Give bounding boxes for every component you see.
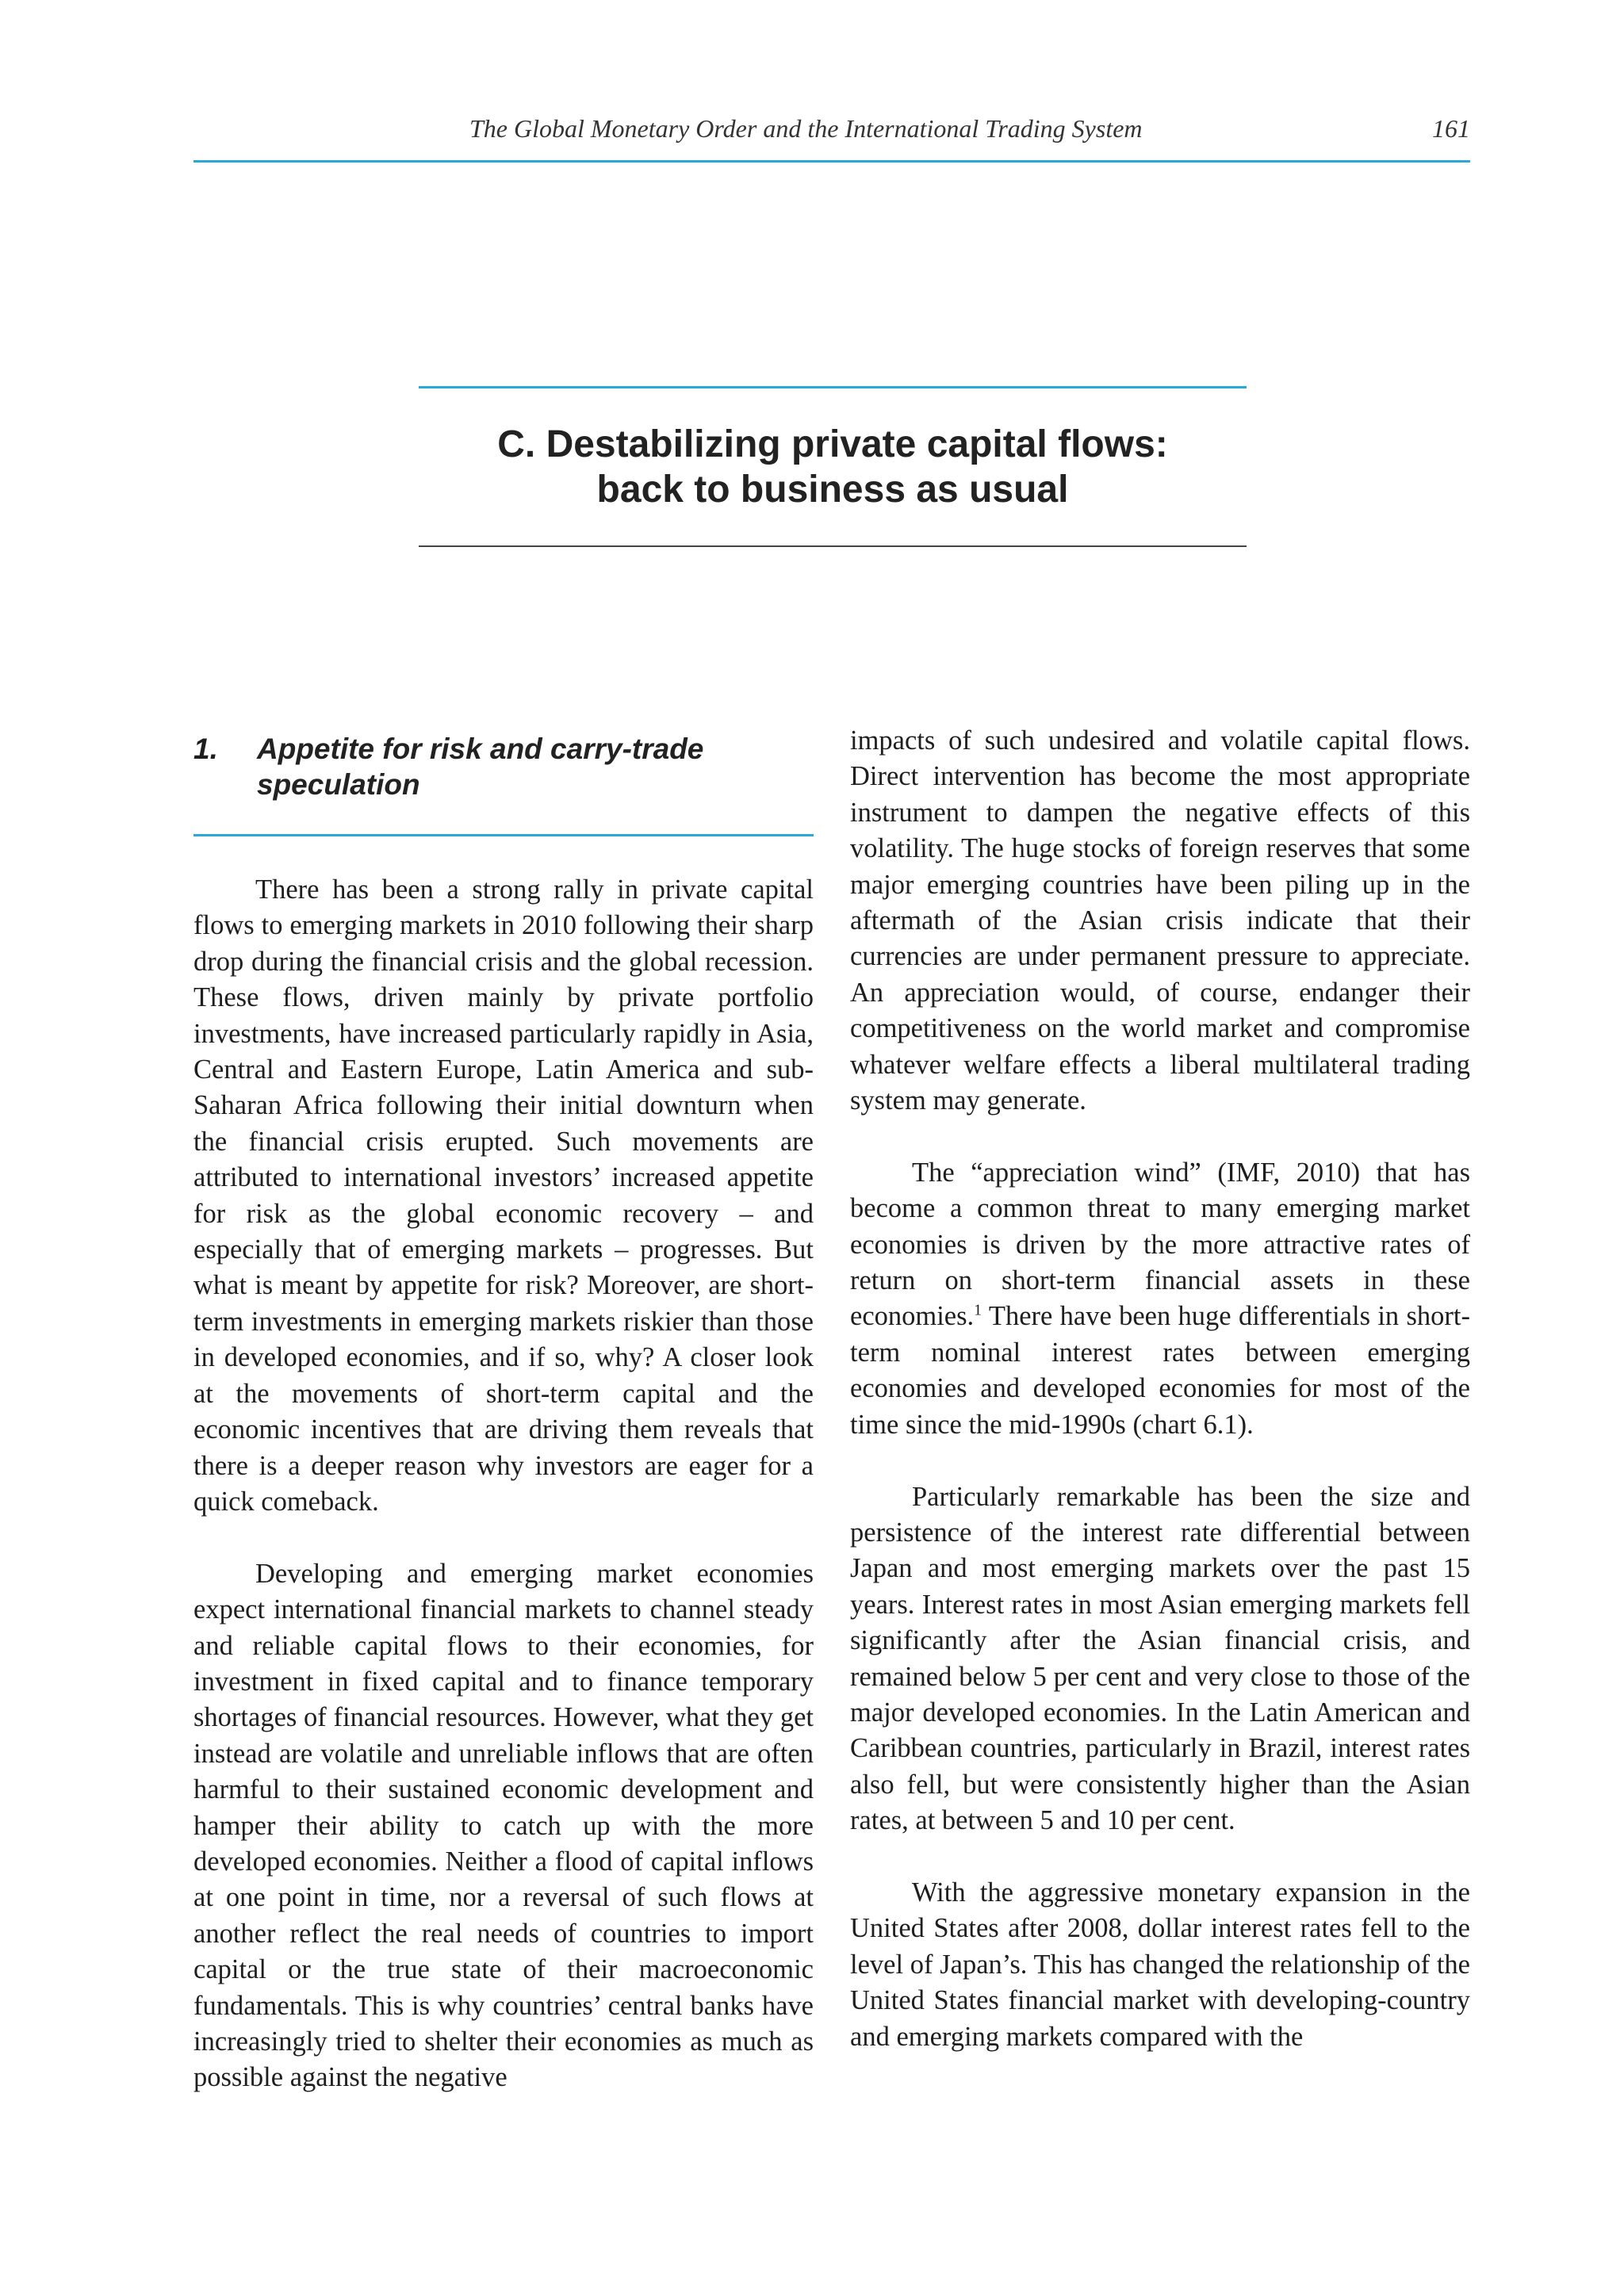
running-title: The Global Monetary Order and the International Trading System — [469, 114, 1143, 143]
body-paragraph: Particularly remarkable has been the size and persistence of the interest rate differential between Japan and most emerging markets over the past 15 years. Interest rates in most Asian emerging markets fell significantly after the Asian financial crisis, and remained below 5 per cent and very close to those of the major developed economies. In the Latin American and Caribbean countries, particularly in Brazil, interest rates also fell, but were consistently higher than the Asian rates, at between 5 and 10 per cent. — [850, 1481, 1470, 1836]
page-number: 161 — [1432, 114, 1470, 143]
section-title — [419, 422, 1247, 512]
paragraph-text: There have been huge differentials in short-term nominal interest rates between emerging economies and developed economies for most of the time since the mid-1990s (chart 6.1). — [850, 1301, 1470, 1440]
body-paragraph: There has been a strong rally in private capital flows to emerging markets in 2010 following their sharp drop during the financial crisis and the global recession. These flows, driven mainly by private portfolio investments, have increased particularly rapidly in Asia, Central and Eastern Europe, Latin America and sub-Saharan Africa following their initial downturn when the financial crisis erupted. Such movements are attributed to international investors’ increased appetite for risk as the global economic recovery – and especially that of emerging markets – progresses. But what is meant by appetite for risk? Moreover, are short-term investments in emerging markets riskier than those in developed economies, and if so, why? A closer look at the movements of short-term capital and the economic incentives that are driving them reveals that there is a deeper reason why investors are eager for a quick comeback. — [193, 874, 814, 1517]
right-column — [850, 723, 1470, 2055]
body-paragraph — [850, 1155, 1470, 1443]
running-header — [193, 111, 1470, 163]
paragraph-text: The “appreciation wind” (IMF, 2010) that has become a common threat to many emerging market economies is driven by the more attractive rates of return on short-term financial assets in these economies. — [850, 1157, 1470, 1332]
section-title-line-2: back to business as usual — [596, 469, 1069, 511]
footnote-marker[interactable]: 1 — [974, 1301, 982, 1319]
left-column — [193, 723, 814, 2096]
subsection-heading — [193, 723, 814, 836]
body-paragraph: Developing and emerging market economies expect international financial markets to channel steady and reliable capital flows to their economies, for investment in fixed capital and to finance temporary shortages of financial resources. However, what they get instead are volatile and unreliable inflows that are often harmful to their sustained economic development and hamper their ability to catch up with the more developed economies. Neither a flood of capital inflows at one point in time, nor a reversal of such flows at another reflect the real needs of countries to import capital or the true state of their macroeconomic fundamentals. This is why countries’ central banks have increasingly tried to shelter their economies as much as possible against the negative — [193, 1558, 814, 2093]
section-title-line-1: C. Destabilizing private capital flows: — [497, 423, 1168, 465]
section-heading-block — [419, 386, 1247, 547]
body-paragraph-continued: impacts of such undesired and volatile capital flows. Direct intervention has become the most appropriate instrument to dampen the negative effects of this volatility. The huge stocks of foreign reserves that some major emerging countries have been piling up in the aftermath of the Asian crisis indicate that their currencies are under permanent pressure to appreciate. An appreciation would, of course, endanger their competitiveness on the world market and compromise whatever welfare effects a liberal multilateral trading system may generate. — [850, 725, 1470, 1116]
subsection-title: Appetite for risk and carry-trade speculation — [257, 733, 704, 801]
subsection-number: 1. — [193, 733, 218, 765]
body-paragraph: With the aggressive monetary expansion in the United States after 2008, dollar interest rates fell to the level of Japan’s. This has changed the relationship of the United States financial market with developing-country and emerging markets compared with the — [850, 1877, 1470, 2052]
